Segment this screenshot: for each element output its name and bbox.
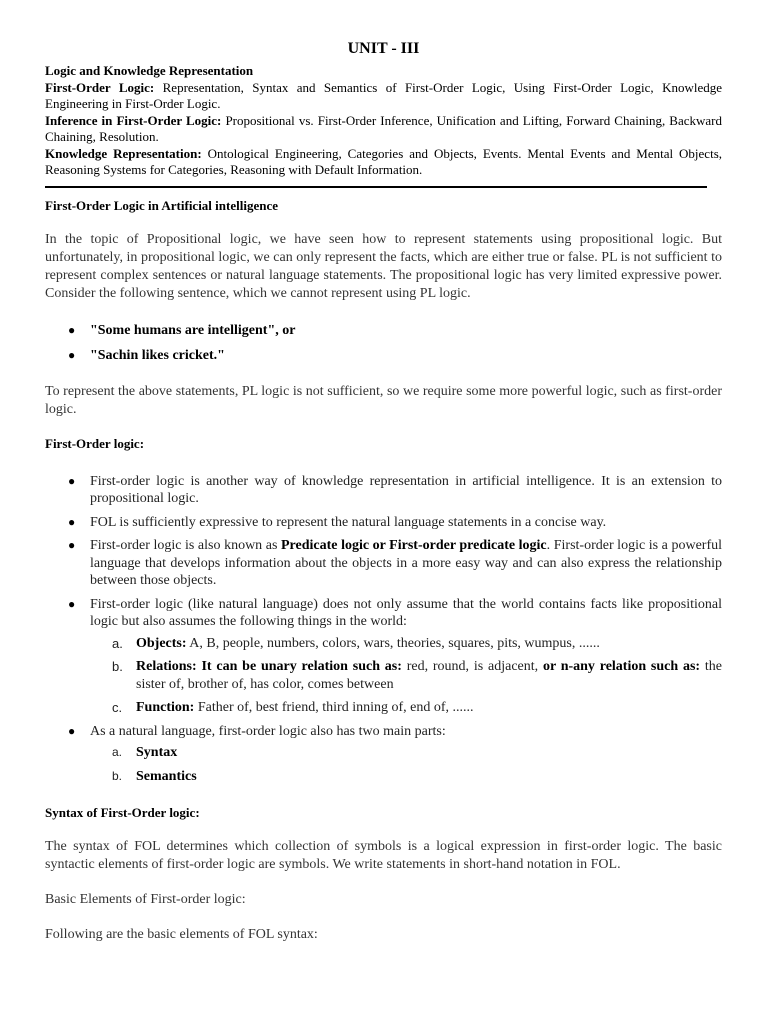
bullet-icon: ● (68, 596, 76, 611)
sub-item-objects: a. Objects: A, B, people, numbers, colors, wars, theories, squares, pits, wumpus, ...... (112, 635, 600, 651)
intro-paragraph: In the topic of Propositional logic, we have seen how to represent statements using propositional logic. But unfortunately, in propositional logic, we can only represent the facts, which are either true or false. PL is not sufficient to represent complex sentences or natural language statements. The propositional logic has very limited expressive power. Consider the following sentence, which we cannot represent using PL logic. (45, 231, 722, 301)
world-things-list (90, 635, 722, 717)
example-list (45, 322, 722, 365)
bullet-icon: ● (68, 322, 76, 337)
bullet-icon: ● (68, 538, 76, 552)
list-item: ● As a natural language, first-order logic also has two main parts: a. Syntax b. Semantics (45, 723, 722, 786)
divider-rule (45, 186, 707, 188)
list-item: ● First-order logic is another way of knowledge representation in artificial intelligence. It is an extension to propositional logic. (68, 473, 722, 506)
list-item: ● "Some humans are intelligent", or (68, 322, 296, 338)
fol-bullet-list (45, 473, 722, 786)
after-examples-paragraph: To represent the above statements, PL logic is not sufficient, so we require some more powerful logic, such as first-order logic. (45, 383, 722, 417)
header-inf-text: Propositional vs. First-Order Inference, Unification and Lifting, Forward Chaining, Backward Chaining, Resolution. (45, 112, 722, 144)
header-fol (45, 80, 722, 113)
header-inference (45, 113, 722, 146)
header-kr-text: Ontological Engineering, Categories and Objects, Events. Mental Events and Mental Objects, Reasoning Systems for Categories, Reasoning with Default Information. (45, 145, 723, 177)
section-title-fol-ai: First-Order Logic in Artificial intelligence (45, 197, 278, 213)
bullet-icon: ● (68, 723, 76, 738)
list-item: ● First-order logic (like natural language) does not only assume that the world contains facts like propositional logic but also assumes the following things in the world: a. Objects: A, B, people, numbers, colors, wars, theories, squares, pits, wumpus, ...... b. Relations: It can be unary relation such as: red, round, is adjacent, or n-any relation such as: the sister of, brother of, has color, comes between c. Function: Father of, best friend, third inning of, end of, ...... (68, 596, 722, 715)
header-fol-text: Representation, Syntax and Semantics of First-Order Logic, Using First-Order Logic, Knowledge Engineering in First-Order Logic. (45, 79, 722, 111)
section-title-syntax: Syntax of First-Order logic: (45, 805, 200, 820)
parts-list (90, 744, 722, 785)
header-knowledge-rep (45, 146, 722, 179)
syntax-paragraph: The syntax of FOL determines which collection of symbols is a logical expression in first-order logic. The basic syntactic elements of first-order logic are symbols. We write statements in short-hand notation in FOL. (45, 839, 722, 872)
bullet-icon: ● (68, 348, 76, 362)
list-item: ● FOL is sufficiently expressive to represent the natural language statements in a concise way. (68, 514, 607, 530)
list-item: ● First-order logic is also known as Predicate logic or First-order predicate logic. First-order logic is a powerful language that develops information about the objects in a more easy way and can also express the relationship between those objects. (68, 538, 722, 588)
unit-title: UNIT - III (347, 40, 420, 57)
sub-item-relations: b. Relations: It can be unary relation such as: red, round, is adjacent, or n-any relation such as: the sister of, brother of, has color, comes between (112, 659, 722, 692)
document-page (45, 40, 722, 944)
basic-elements-heading: Basic Elements of First-order logic: (45, 892, 246, 907)
bullet-icon: ● (68, 473, 76, 488)
sub-item-function: c. Function: Father of, best friend, third inning of, end of, ...... (112, 700, 474, 715)
header-topic: Logic and Knowledge Representation (45, 63, 254, 78)
basic-elements-intro: Following are the basic elements of FOL syntax: (45, 927, 318, 942)
header-inf-label: Inference in First-Order Logic: (45, 112, 222, 128)
sub-item-semantics: b. Semantics (112, 768, 197, 784)
section-title-fol: First-Order logic: (45, 435, 145, 451)
sub-item-syntax: a. Syntax (112, 745, 178, 760)
bullet-icon: ● (68, 514, 76, 529)
header-kr-label: Knowledge Representation: (45, 145, 202, 161)
header-fol-label: First-Order Logic: (45, 79, 155, 95)
list-item: ● "Sachin likes cricket." (68, 348, 225, 363)
